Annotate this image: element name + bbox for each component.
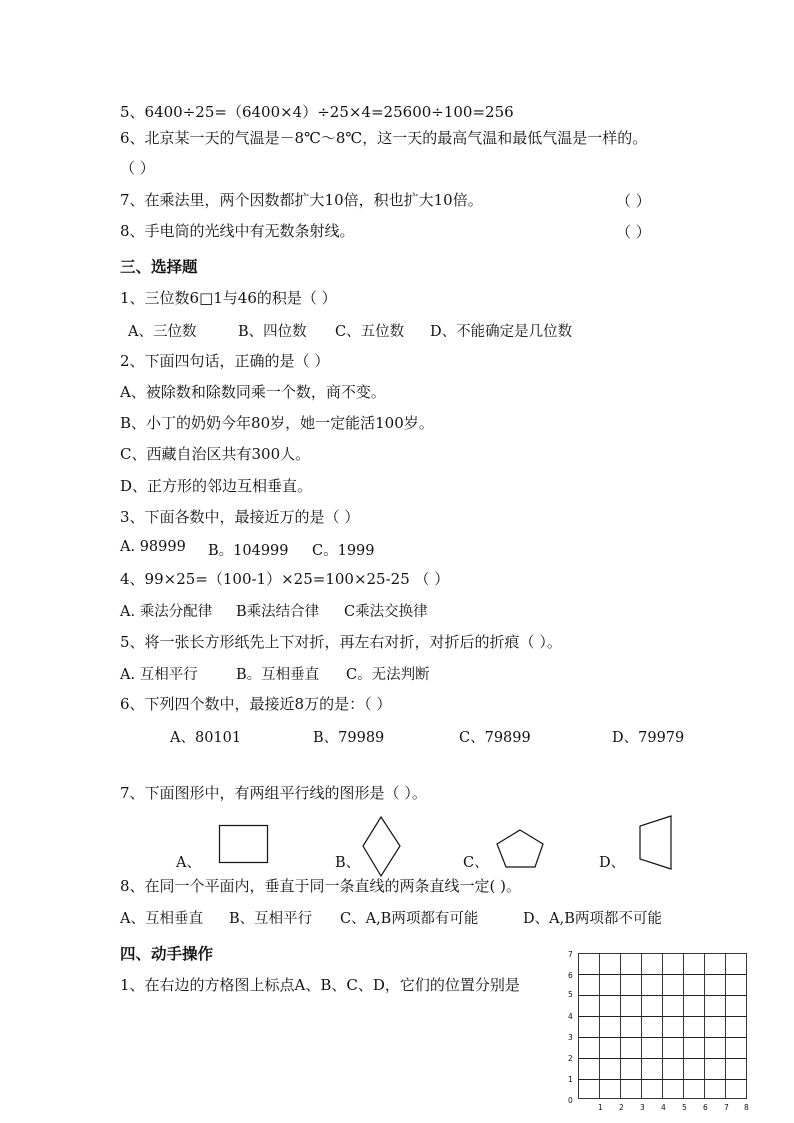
choice-q8: 8、在同一个平面内，垂直于同一条直线的两条直线一定( )。: [120, 877, 522, 895]
grid-x-label: 8: [744, 1103, 749, 1112]
operation-q1: 1、在右边的方格图上标点A、B、C、D，它们的位置分别是: [120, 976, 520, 994]
grid-y-label: 5: [568, 990, 573, 999]
judgement-q8: 8、手电筒的光线中有无数条射线。: [120, 222, 355, 240]
judgement-q6-paren: （ ）: [120, 159, 155, 177]
choice-q3-option-c: C。1999: [312, 543, 375, 559]
choice-q4-option-a: A. 乘法分配律: [120, 604, 213, 620]
grid-y-label: 6: [568, 971, 573, 980]
choice-q2-option-b: B、小丁的奶奶今年80岁，她一定能活100岁。: [120, 414, 434, 432]
choice-q5-option-c: C。无法判断: [346, 667, 430, 683]
grid-x-label: 7: [724, 1103, 729, 1112]
choice-q8-option-b: B、互相平行: [229, 911, 313, 927]
grid-x-label: 2: [619, 1103, 624, 1112]
choice-q4: 4、99×25=（100-1）×25=100×25-25 （ ）: [120, 570, 450, 588]
choice-q2: 2、下面四句话，正确的是（ ）: [120, 352, 330, 370]
rhombus-shape: [362, 816, 402, 878]
grid-x-label: 5: [682, 1103, 687, 1112]
choice-q3-option-a: A. 98999: [120, 539, 186, 555]
trapezoid-shape: [638, 815, 674, 871]
choice-q5-option-b: B。互相垂直: [236, 667, 320, 683]
choice-q6: 6、下列四个数中，最接近8万的是：（ ）: [120, 695, 392, 713]
choice-q8-option-d: D、A,B两项都不可能: [523, 911, 662, 927]
choice-q8-option-a: A、互相垂直: [120, 911, 203, 927]
grid-y-label: 3: [568, 1033, 573, 1042]
choice-q2-option-d: D、正方形的邻边互相垂直。: [120, 477, 313, 495]
choice-q1-option-c: C、五位数: [335, 324, 405, 340]
choice-q5: 5、将一张长方形纸先上下对折，再左右对折，对折后的折痕（ ）。: [120, 633, 562, 651]
judgement-q7-paren: （ ）: [616, 192, 651, 210]
choice-q7-option-c: C、: [463, 855, 489, 871]
choice-q1-option-d: D、不能确定是几位数: [430, 324, 573, 340]
grid-y-label: 2: [568, 1054, 573, 1063]
choice-q8-option-c: C、A,B两项都有可能: [340, 911, 479, 927]
choice-q7-option-d: D、: [599, 855, 626, 871]
section4-title: 四、动手操作: [120, 944, 214, 963]
choice-q1: 1、三位数6□1与46的积是（ ）: [120, 289, 337, 307]
choice-q2-option-a: A、被除数和除数同乘一个数，商不变。: [120, 383, 386, 401]
choice-q5-option-a: A. 互相平行: [120, 667, 198, 683]
choice-q1-option-a: A、三位数: [128, 324, 197, 340]
coordinate-grid[interactable]: [578, 953, 748, 1100]
choice-q4-option-c: C乘法交换律: [344, 604, 428, 620]
choice-q6-option-d: D、79979: [612, 730, 685, 746]
grid-y-label: 4: [568, 1012, 573, 1021]
judgement-q7: 7、在乘法里，两个因数都扩大10倍，积也扩大10倍。: [120, 191, 483, 209]
grid-x-label: 4: [661, 1103, 666, 1112]
choice-q7: 7、下面图形中，有两组平行线的图形是（ ）。: [120, 784, 427, 802]
choice-q2-option-c: C、西藏自治区共有300人。: [120, 445, 311, 463]
grid-x-label: 1: [598, 1103, 603, 1112]
choice-q6-option-c: C、79899: [459, 730, 531, 746]
grid-y-label: 0: [568, 1096, 573, 1105]
grid-x-label: 6: [703, 1103, 708, 1112]
choice-q3: 3、下面各数中，最接近万的是（ ）: [120, 508, 360, 526]
grid-x-label: 3: [640, 1103, 645, 1112]
section3-title: 三、选择题: [120, 257, 198, 276]
judgement-q5: 5、6400÷25=（6400×4）÷25×4=25600÷100=256: [120, 103, 514, 121]
judgement-q8-paren: （ ）: [616, 223, 651, 241]
rectangle-shape: [219, 825, 269, 865]
choice-q4-option-b: B乘法结合律: [236, 604, 320, 620]
grid-y-label: 1: [568, 1075, 573, 1084]
choice-q6-option-b: B、79989: [313, 730, 385, 746]
pentagon-shape: [496, 829, 546, 869]
judgement-q6: 6、北京某一天的气温是－8℃～8℃，这一天的最高气温和最低气温是一样的。: [120, 129, 648, 147]
choice-q7-option-a: A、: [176, 855, 201, 871]
choice-q7-option-b: B、: [335, 855, 361, 871]
choice-q3-option-b: B。104999: [208, 543, 289, 559]
grid-y-label: 7: [568, 950, 573, 959]
choice-q6-option-a: A、80101: [170, 730, 242, 746]
choice-q1-option-b: B、四位数: [238, 324, 307, 340]
